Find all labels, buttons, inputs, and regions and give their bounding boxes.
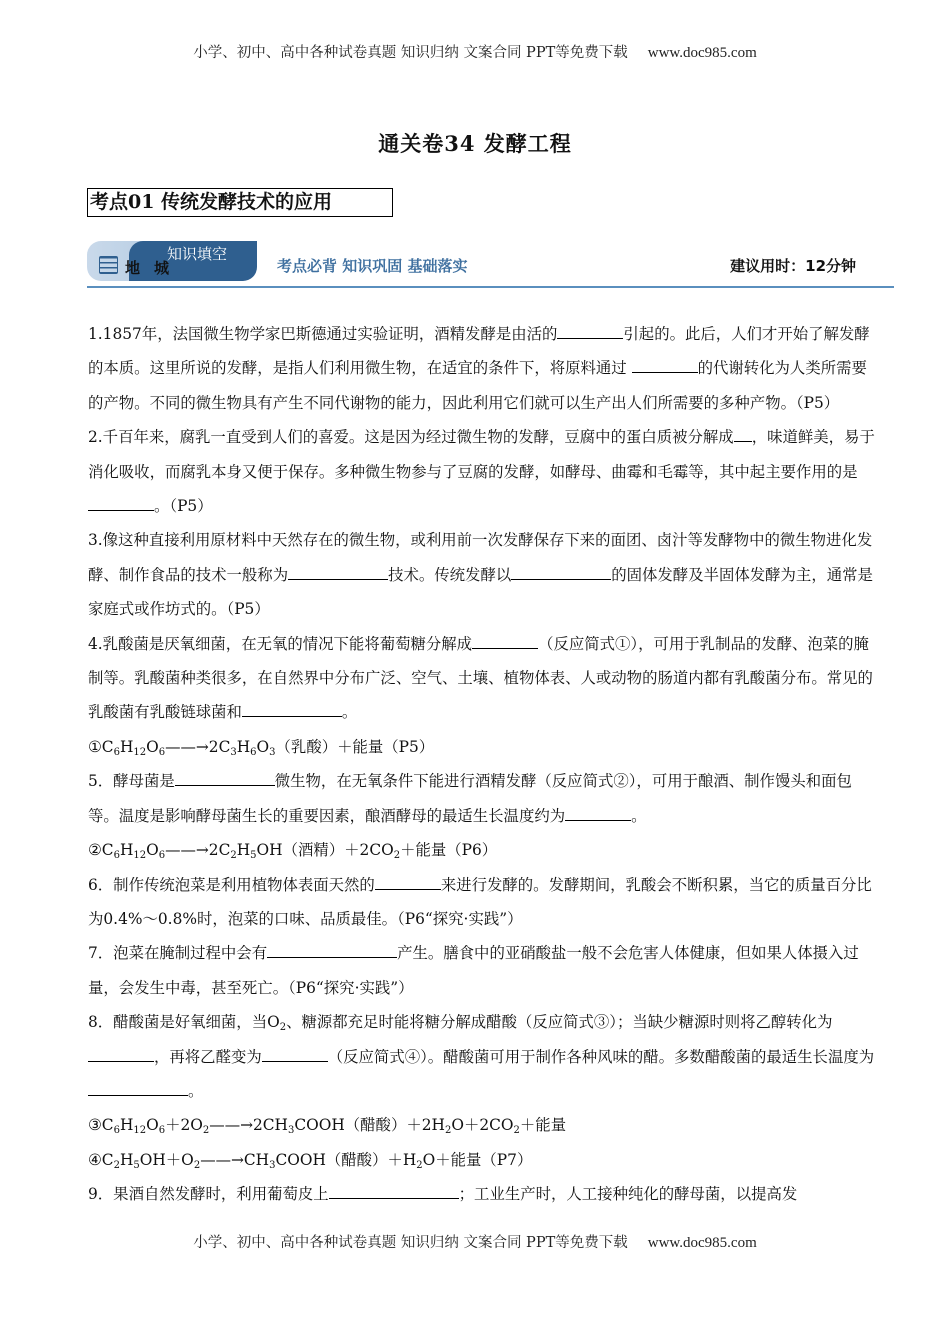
badge-subtext: 地城: [125, 259, 184, 277]
question-7: 7．泡菜在腌制过程中会有 产生。膳食中的亚硝酸盐一般不会危害人体健康，但如果人体摄入过量，会发生中毒，甚至死亡。（P6“探究·实践”）: [88, 936, 882, 1005]
book-icon: [99, 256, 118, 274]
banner-underline: [87, 286, 894, 288]
answer-blank[interactable]: [242, 698, 342, 717]
badge-label: 知识填空: [167, 245, 228, 263]
question-3: 3.像这种直接利用原材料中天然存在的微生物，或利用前一次发酵保存下来的面团、卤汁等发酵物中的微生物进化发酵、制作食品的技术一般称为 技术。传统发酵以 的固体发酵及半固体发酵为主，通常是家庭式或作坊式的。（P5）: [88, 531, 873, 619]
banner-slogan: 考点必背 知识巩固 基础落实: [277, 257, 468, 275]
page-header: [0, 41, 950, 62]
section-heading: 考点01 传统发酵技术的应用: [87, 188, 393, 217]
answer-blank[interactable]: [472, 630, 538, 649]
footer-text: 小学、初中、高中各种试卷真题 知识归纳 文案合同 PPT等免费下载: [193, 1235, 628, 1251]
answer-blank[interactable]: [262, 1043, 328, 1062]
question-5: 5．酵母菌是 微生物，在无氧条件下能进行酒精发酵（反应简式②），可用于酿酒、制作馒头和面包等。温度是影响酵母菌生长的重要因素，酿酒酵母的最适生长温度约为 。: [88, 764, 882, 833]
answer-blank[interactable]: [565, 802, 631, 821]
answer-blank[interactable]: [267, 939, 397, 958]
page-footer: [0, 1231, 950, 1252]
answer-blank[interactable]: [375, 871, 441, 890]
answer-blank[interactable]: [288, 561, 388, 580]
equation-2: $②C_6H_{12}O_6——\to 2C_2H_5OH$（酒精）$+2CO_2+$能量（P6）: [88, 841, 498, 862]
page-title: 通关卷34 发酵工程: [378, 131, 572, 156]
footer-url[interactable]: www.doc985.com: [647, 1235, 757, 1251]
answer-blank[interactable]: [175, 767, 275, 786]
question-8: 8．醋酸菌是好氧细菌，当$O_2$、糖源都充足时能将糖分解成醋酸（反应简式③）；当缺少糖源时则将乙醇转化为，再将乙醛变为 （反应简式④）。醋酸菌可用于制作各种风味的醋。多数醋酸菌的最适生长温度为。: [88, 1013, 875, 1100]
equation-1: $①C_6H_{12}O_6——\to 2C_3H_6O_3$（乳酸）＋能量（P5）: [88, 737, 435, 758]
question-6: 6．制作传统泡菜是利用植物体表面天然的 来进行发酵的。发酵期间，乳酸会不断积累，当它的质量百分比为0.4%～0.8%时，泡菜的口味、品质最佳。（P6“探究·实践”）: [88, 868, 882, 937]
knowledge-banner: [87, 241, 894, 289]
question-2: 2.千百年来，腐乳一直受到人们的喜爱。这是因为经过微生物的发酵，豆腐中的蛋白质被分解成 ，味道鲜美，易于消化吸收，而腐乳本身又便于保存。多种微生物参与了豆腐的发酵，如酵母、曲霉和毛霉等，其中起主要作用的是。（P5）: [88, 420, 882, 523]
header-url[interactable]: www.doc985.com: [647, 45, 757, 61]
answer-blank[interactable]: [557, 320, 623, 339]
equation-4: $④C_2H_5OH+O_2——\to CH_3COOH$（醋酸）$+H_2O+$能量（P7）: [88, 1150, 533, 1171]
answer-blank[interactable]: [511, 561, 611, 580]
header-text: 小学、初中、高中各种试卷真题 知识归纳 文案合同 PPT等免费下载: [193, 45, 628, 61]
answer-blank[interactable]: [88, 1077, 188, 1096]
answer-blank[interactable]: [88, 1043, 154, 1062]
question-list: [88, 317, 882, 1212]
answer-blank[interactable]: [329, 1180, 459, 1199]
answer-blank[interactable]: [734, 423, 752, 442]
suggested-time: 建议用时：12分钟: [730, 257, 856, 275]
question-9: 9．果酒自然发酵时，利用葡萄皮上 ；工业生产时，人工接种纯化的酵母菌，以提高发: [88, 1177, 882, 1211]
answer-blank[interactable]: [632, 354, 698, 373]
equation-3: $③C_6H_{12}O_6+2O_2——\to 2CH_3COOH$（醋酸）$+2H_2O+2CO_2+$能量: [88, 1116, 567, 1137]
question-1: 1.1857年，法国微生物学家巴斯德通过实验证明，酒精发酵是由活的 引起的。此后，人们才开始了解发酵的本质。这里所说的发酵，是指人们利用微生物，在适宜的条件下，将原料通过 的代谢转化为人类所需要的产物。不同的微生物具有产生不同代谢物的能力，因此利用它们就可以生产出人们所需要的多种产物。（P5）: [88, 317, 882, 420]
answer-blank[interactable]: [88, 492, 154, 511]
question-4: 4.乳酸菌是厌氧细菌，在无氧的情况下能将葡萄糖分解成 （反应简式①），可用于乳制品的发酵、泡菜的腌制等。乳酸菌种类很多，在自然界中分布广泛、空气、土壤、植物体表、人或动物的肠道内都有乳酸菌分布。常见的乳酸菌有乳酸链球菌和 。: [88, 627, 882, 730]
